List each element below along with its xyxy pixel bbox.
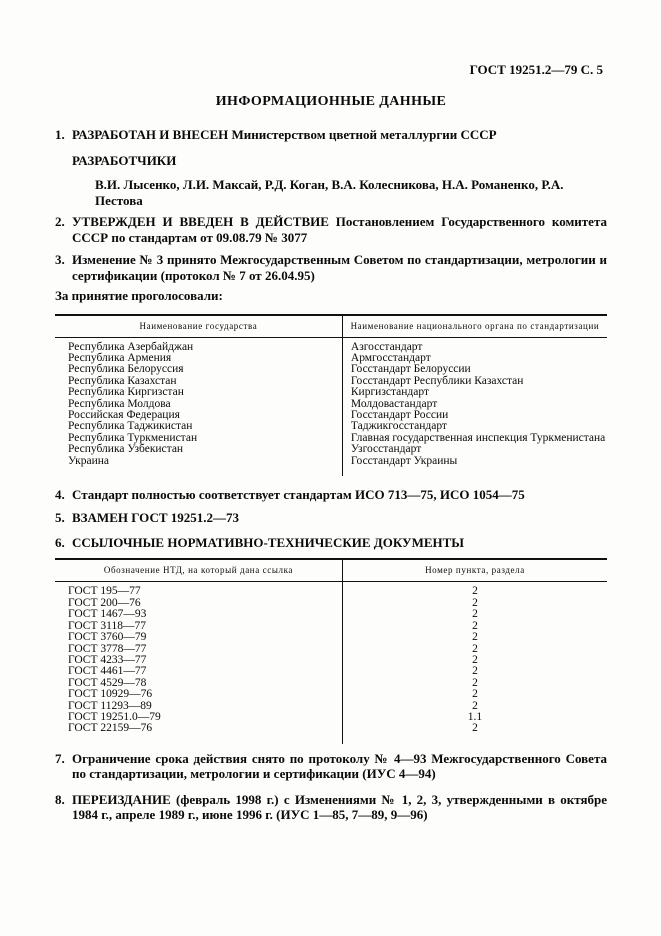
body-cell: Госстандарт Украины [350,454,458,467]
doc-cell: ГОСТ 10929—76 [55,689,342,700]
table-row [55,364,607,375]
item-4-text: Стандарт полностью соответствует стандартам ИСО 713—75, ИСО 1054—75 [72,486,525,502]
item-2 [55,214,607,245]
item-5-text: ВЗАМЕН ГОСТ 19251.2—73 [72,510,240,526]
table-row [55,337,607,353]
developers-heading: РАЗРАБОТЧИКИ [72,152,177,168]
item-3 [55,252,607,283]
item-8-number: 8. [55,791,65,807]
item-2-number: 2. [55,214,65,229]
item-7 [55,751,607,782]
table-row [55,689,607,700]
item-6 [55,535,607,551]
body-cell: Азгосстандарт [350,340,423,353]
body-cell: Госстандарт Белоруссии [350,363,471,376]
body-cell: Главная государственная инспекция Туркменистана [350,431,606,444]
doc-cell: ГОСТ 3760—79 [55,632,342,643]
section-cell: 2 [472,699,478,712]
body-cell: Молдовастандарт [350,397,438,410]
section-cell: 2 [472,631,478,644]
item-7-number: 7. [55,750,65,766]
state-cell: Республика Таджикистан [55,421,342,432]
item-4-number: 4. [55,486,65,502]
body-cell: Госстандарт России [350,408,449,421]
section-cell: 2 [472,608,478,621]
state-cell: Российская Федерация [55,410,342,421]
page-title: ИНФОРМАЦИОННЫЕ ДАННЫЕ [215,94,447,109]
table-row [55,456,607,467]
section-cell: 2 [472,665,478,678]
vote-table-header-state: Наименование государства [55,315,342,338]
table-row [55,609,607,620]
section-cell: 2 [472,676,478,689]
state-cell: Республика Туркменистан [55,433,342,444]
doc-cell: ГОСТ 3118—77 [55,621,342,632]
item-4 [55,487,607,503]
section-cell: 2 [472,722,478,735]
section-cell: 2 [472,585,478,598]
item-6-number: 6. [55,534,65,550]
doc-cell: ГОСТ 200—76 [55,598,342,609]
section-cell: 2 [472,642,478,655]
doc-cell: ГОСТ 22159—76 [55,723,342,734]
item-1 [55,127,607,143]
vote-table [55,314,607,476]
table-row [55,723,607,734]
doc-cell: ГОСТ 3778—77 [55,644,342,655]
item-5-number: 5. [55,510,65,526]
item-8-text: ПЕРЕИЗДАНИЕ (февраль 1998 г.) с Изменениями № 1, 2, 3, утвержденными в октябре 1984 г., апреле 1989 г., июне 1996 г. (ИУС 1—85, 7—89, 9—96) [72,791,607,823]
section-cell: 2 [472,596,478,609]
body-cell: Узгосстандарт [350,443,422,456]
state-cell: Республика Армения [55,353,342,364]
state-cell: Республика Узбекистан [55,444,342,455]
table-row [55,582,607,598]
item-1-text: РАЗРАБОТАН И ВНЕСЕН Министерством цветной металлургии СССР [72,127,497,142]
item-1-number: 1. [55,127,65,142]
section-cell: 2 [472,688,478,701]
item-3-text: Изменение № 3 принято Межгосударственным Советом по стандартизации, метрологии и сертификации (протокол № 7 от 26.04.95) [72,252,607,283]
doc-cell: ГОСТ 11293—89 [55,701,342,712]
doc-cell: ГОСТ 195—77 [55,582,342,598]
state-cell: Украина [55,456,342,467]
developers-names: В.И. Лысенко, Л.И. Максай, Р.Д. Коган, В.А. Колесникова, Н.А. Романенко, Р.А. Пестова [95,177,564,208]
body-cell: Киргизстандарт [350,386,429,399]
references-table [55,558,607,743]
body-cell: Таджикгосстандарт [350,420,447,433]
item-8 [55,792,607,823]
doc-cell: ГОСТ 4529—78 [55,678,342,689]
references-table-header-section: Номер пункта, раздела [342,559,607,582]
table-divider-extension [55,467,607,476]
doc-reference: ГОСТ 19251.2—79 С. 5 [469,62,603,77]
table-row [55,632,607,643]
state-cell: Республика Азербайджан [55,337,342,353]
item-5 [55,510,607,526]
item-6-text: ССЫЛОЧНЫЕ НОРМАТИВНО-ТЕХНИЧЕСКИЕ ДОКУМЕНТЫ [72,534,465,550]
section-cell: 2 [472,619,478,632]
table-row [55,666,607,677]
section-cell: 2 [472,653,478,666]
table-divider-extension [55,735,607,744]
references-table-header-row [55,559,607,582]
table-row [55,444,607,455]
item-7-text: Ограничение срока действия снято по протоколу № 4—93 Межгосударственного Совета по стандартизации, метрологии и сертификации (ИУС 4—94) [72,750,607,782]
vote-table-header-body: Наименование национального органа по стандартизации [342,315,607,338]
vote-label: За принятие проголосовали: [55,288,223,303]
doc-cell: ГОСТ 19251.0—79 [55,712,342,723]
doc-cell: ГОСТ 1467—93 [55,609,342,620]
references-table-header-doc: Обозначение НТД, на который дана ссылка [55,559,342,582]
item-2-text: УТВЕРЖДЕН И ВВЕДЕН В ДЕЙСТВИЕ Постановлением Государственного комитета СССР по стандартам от 09.08.79 № 3077 [72,214,607,245]
table-row [55,387,607,398]
state-cell: Республика Молдова [55,399,342,410]
section-cell: 1.1 [467,710,483,723]
body-cell: Госстандарт Республики Казахстан [350,374,524,387]
doc-cell: ГОСТ 4233—77 [55,655,342,666]
item-3-number: 3. [55,252,65,267]
body-cell: Армгосстандарт [350,351,431,364]
state-cell: Республика Киргизстан [55,387,342,398]
state-cell: Республика Белоруссия [55,364,342,375]
state-cell: Республика Казахстан [55,376,342,387]
doc-cell: ГОСТ 4461—77 [55,666,342,677]
vote-table-header-row [55,315,607,338]
